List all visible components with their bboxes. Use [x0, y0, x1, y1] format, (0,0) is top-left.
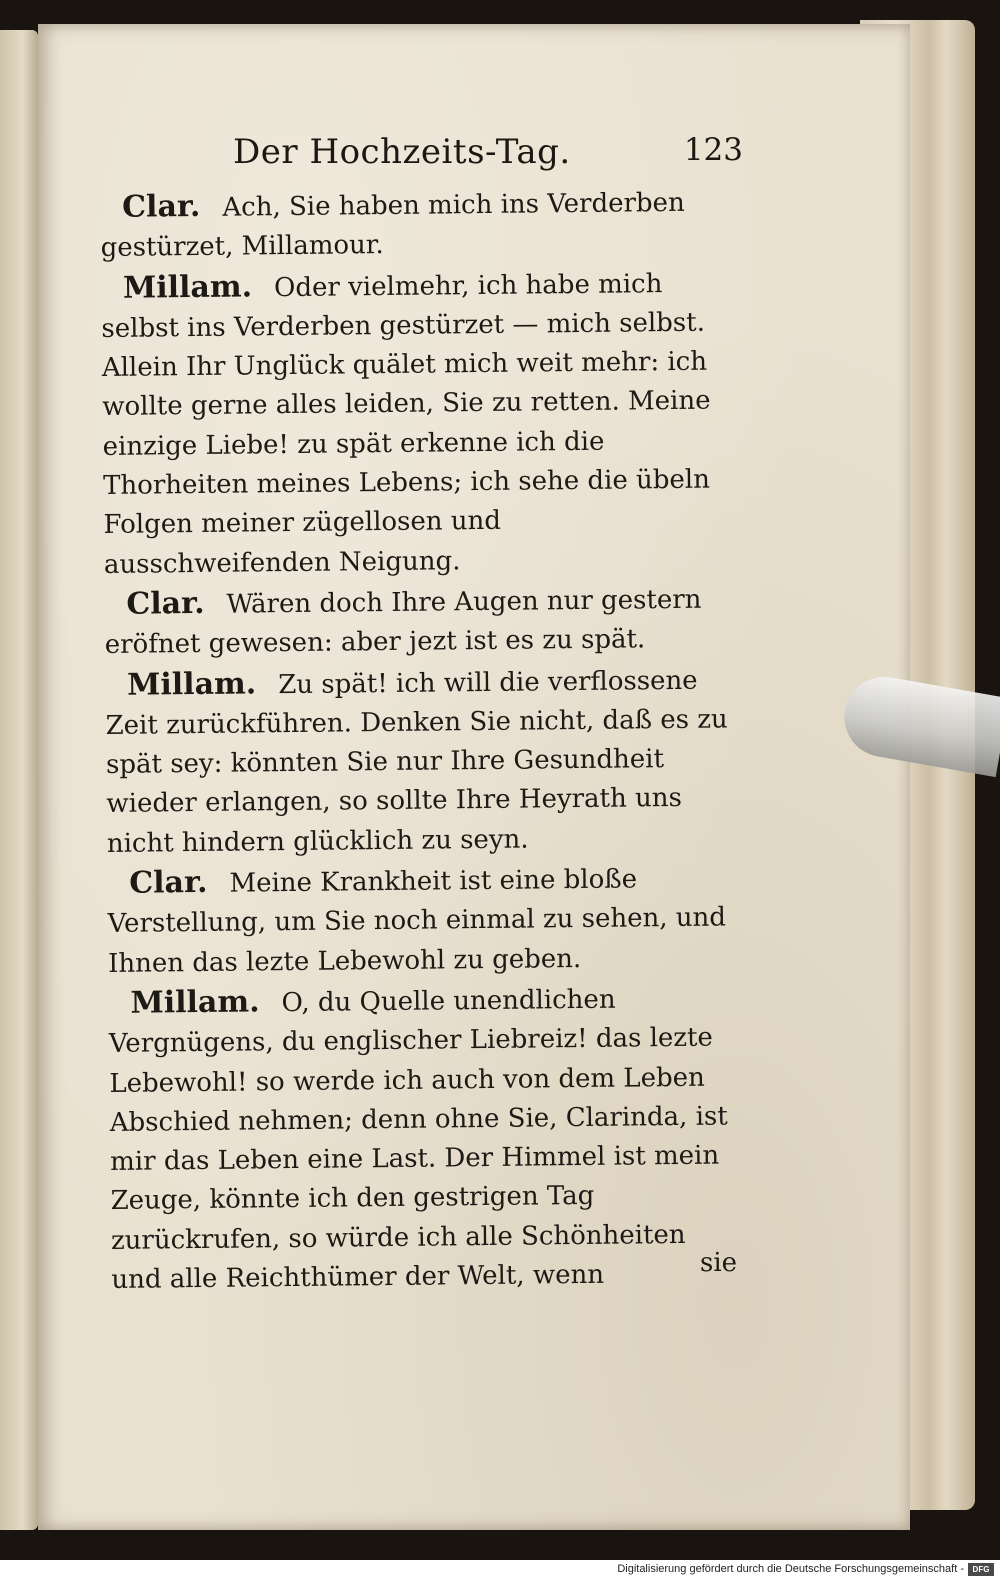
speaker-name: Millam.: [127, 665, 257, 703]
speaker-name: Millam.: [130, 984, 260, 1021]
speech-1: [100, 181, 726, 268]
speaker-name: Millam.: [122, 269, 253, 306]
speech-text: Oder vielmehr, ich habe mich selbst ins Verderben gestürzet — mich selbst. Allein Ihr Unglück quälet mich weit mehr: ich wollte gerne alles leiden, Sie zu retten. Meine einzige Liebe! zu spät erkenne ich die Thorheiten meines Lebens; ich sehe die übeln Folgen meiner zügellosen und ausschweifenden Neigung.: [101, 268, 711, 580]
speech-text: O, du Quelle unendlichen Vergnügens, du englischer Liebreiz! das lezte Lebewohl! so werde ich auch von dem Leben Abschied nehmen; denn ohne Sie, Clarinda, ist mir das Leben eine Last. Der Himmel ist mein Zeuge, könnte ich den gestrigen Tag zurückrufen, so würde ich alle Schönheiten und alle Reichthümer der Welt, wenn: [108, 984, 728, 1295]
speaker-name: Clar.: [129, 864, 208, 901]
speech-text: Wären doch Ihre Augen nur gestern eröfnet gewesen: aber jezt ist es zu spät.: [104, 584, 702, 661]
page-number: 123: [683, 132, 743, 168]
speech-text: Meine Krankheit ist eine bloße Verstellung, um Sie noch einmal zu sehen, und Ihnen das lezte Lebewohl zu geben.: [107, 864, 727, 979]
footer-bar: [0, 1560, 1000, 1580]
page-text: [100, 181, 737, 1300]
speech-5: [107, 857, 733, 983]
speech-4: [105, 659, 732, 864]
speech-3: [104, 578, 730, 665]
page-header: [233, 132, 743, 184]
speaker-name: Clar.: [126, 585, 205, 622]
speech-text: Zu spät! ich will die verflossene Zeit zurückführen. Denken Sie nicht, daß es zu spät sey: könnten Sie nur Ihre Gesundheit wieder erlangen, so sollte Ihre Heyrath uns nicht hindern glücklich zu seyn.: [105, 665, 728, 859]
funding-credit: Digitalisierung gefördert durch die Deutsche Forschungsgemeinschaft -: [617, 1563, 964, 1575]
speech-2: [101, 262, 729, 585]
speech-6: [108, 977, 736, 1300]
running-title: Der Hochzeits-Tag.: [233, 132, 571, 172]
dfg-logo: DFG: [968, 1563, 994, 1576]
catchword: sie: [700, 1248, 738, 1278]
speaker-name: Clar.: [122, 188, 201, 225]
facing-page-edge: [0, 30, 38, 1530]
speech-text: Ach, Sie haben mich ins Verderben gestürzet, Millamour.: [100, 187, 685, 264]
